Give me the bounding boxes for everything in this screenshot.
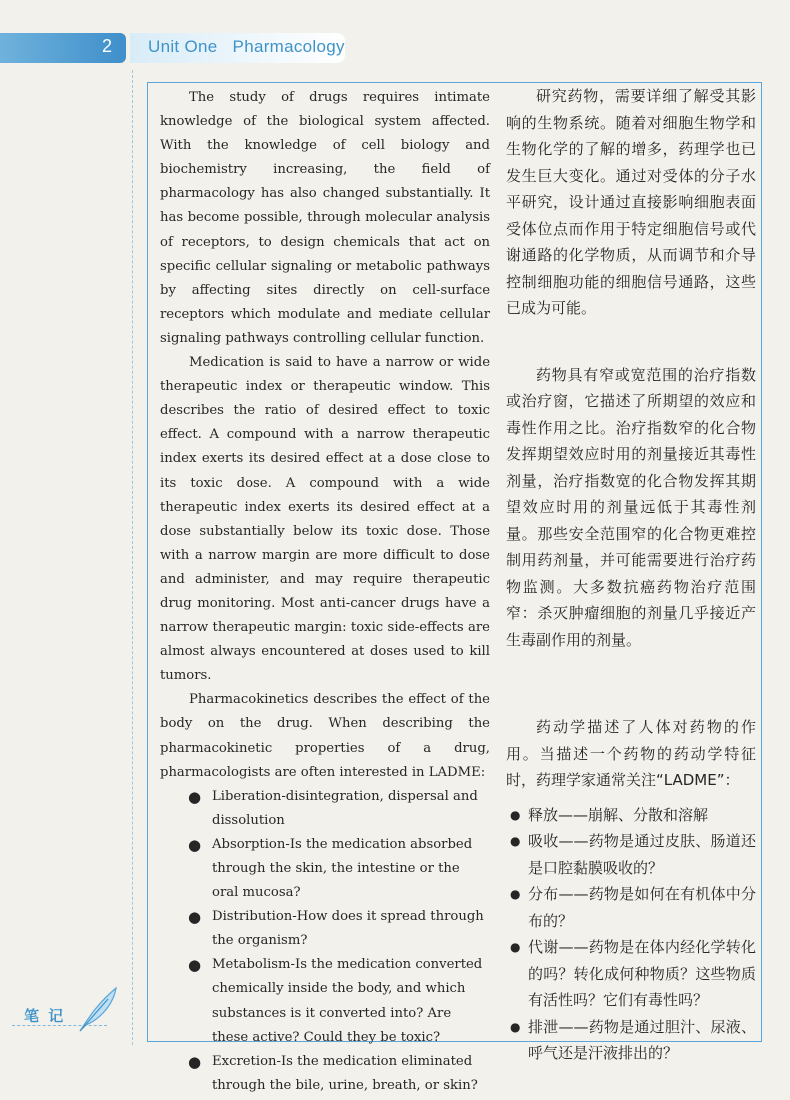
notes-sidebar bbox=[12, 985, 122, 1045]
page-header bbox=[0, 33, 345, 63]
chinese-column bbox=[506, 83, 756, 1067]
bullet-icon: ● bbox=[188, 1052, 202, 1071]
page-number: 2 bbox=[102, 36, 113, 56]
list-item bbox=[160, 905, 490, 953]
bullet-icon: ● bbox=[510, 834, 521, 848]
bullet-icon: ● bbox=[510, 807, 521, 822]
margin-divider bbox=[132, 70, 133, 1045]
english-paragraph-2: Medication is said to have a narrow or wide therapeutic index or therapeutic window. This describes the ratio of desired effect to toxic effect. A compound with a narrow therapeutic index exerts its desired effect at a dose close to its toxic dose. A compound with a wide therapeutic index exerts its desired effect at a dose substantially below its toxic dose. Those with a narrow margin are more difficult to dose and administer, and may require therapeutic drug monitoring. Most anti-cancer drugs have a narrow therapeutic margin: toxic side-effects are almost always encountered at doses used to kill tumors. bbox=[160, 355, 490, 684]
list-item bbox=[160, 785, 490, 833]
unit-title: Unit One Pharmacology bbox=[148, 37, 345, 56]
unit-title-tab bbox=[130, 33, 345, 63]
list-item bbox=[160, 833, 490, 905]
list-item bbox=[160, 953, 490, 1049]
list-item bbox=[506, 1014, 756, 1067]
list-item bbox=[506, 934, 756, 1014]
bullet-icon: ● bbox=[188, 835, 202, 854]
bullet-icon: ● bbox=[510, 940, 521, 954]
list-item bbox=[506, 828, 756, 881]
bullet-icon: ● bbox=[510, 1019, 521, 1034]
chinese-paragraph-3: 药动学描述了人体对药物的作用。当描述一个药物的药动学特征时，药理学家通常关注“LADME”： bbox=[506, 718, 756, 789]
english-column bbox=[160, 86, 490, 1098]
bullet-icon: ● bbox=[188, 956, 202, 975]
list-item-text: Excretion-Is the medication eliminated through the bile, urine, breath, or skin? bbox=[212, 1053, 478, 1093]
list-item-text: Distribution-How does it spread through the organism? bbox=[212, 909, 484, 949]
list-item-text: 释放——崩解、分散和溶解 bbox=[528, 805, 709, 824]
page-number-tab bbox=[0, 33, 126, 63]
bullet-icon: ● bbox=[188, 787, 202, 806]
feather-icon bbox=[74, 985, 122, 1033]
bullet-icon: ● bbox=[188, 908, 202, 927]
chinese-ladme-list bbox=[506, 802, 756, 1067]
list-item bbox=[506, 881, 756, 934]
notes-label: 笔 记 bbox=[24, 1007, 66, 1025]
english-paragraph-1: The study of drugs requires intimate knowledge of the biological system affected. With the knowledge of cell biology and biochemistry increasing, the field of pharmacology has also changed substantially. It has become possible, through molecular analysis of receptors, to design chemicals that act on specific cellular signaling or metabolic pathways by affecting sites directly on cell-surface receptors which modulate and mediate cellular signaling pathways controlling cellular function. bbox=[160, 90, 490, 346]
list-item-text: Metabolism-Is the medication converted chemically inside the body, and which substances is it converted into? Are these active? Could they be toxic? bbox=[212, 957, 483, 1045]
chinese-paragraph-1: 研究药物，需要详细了解受其影响的生物系统。随着对细胞生物学和生物化学的了解的增多，药理学也已发生巨大变化。通过对受体的分子水平研究，设计通过直接影响细胞表面受体位点而作用于特定细胞信号或代谢通路的化学物质，从而调节和介导控制细胞功能的细胞信号通路，这些已成为可能。 bbox=[506, 87, 756, 317]
english-paragraph-3: Pharmacokinetics describes the effect of the body on the drug. When describing the pharmacokinetic properties of a drug, pharmacologists are often interested in LADME: bbox=[160, 692, 490, 780]
list-item bbox=[506, 802, 756, 829]
bullet-icon: ● bbox=[510, 887, 521, 901]
list-item-text: 代谢——药物是在体内经化学转化的吗？转化成何种物质？这些物质有活性吗？它们有毒性吗？ bbox=[528, 938, 756, 1009]
list-item-text: 排泄——药物是通过胆汁、尿液、呼气还是汗液排出的？ bbox=[528, 1017, 756, 1062]
list-item-text: 分布——药物是如何在有机体中分布的？ bbox=[528, 885, 756, 930]
chinese-paragraph-2: 药物具有窄或宽范围的治疗指数或治疗窗，它描述了所期望的效应和毒性作用之比。治疗指数窄的化合物发挥期望效应时用的剂量接近其毒性剂量，治疗指数宽的化合物发挥其期望效应时用的剂量远低于其毒性剂量。那些安全范围窄的化合物更难控制用药剂量，并可能需要进行治疗药物监测。大多数抗癌药物治疗范围窄：杀灭肿瘤细胞的剂量几乎接近产生毒副作用的剂量。 bbox=[506, 365, 756, 649]
list-item-text: Absorption-Is the medication absorbed through the skin, the intestine or the oral mucosa? bbox=[212, 836, 473, 901]
english-ladme-list bbox=[160, 785, 490, 1098]
list-item-text: 吸收——药物是通过皮肤、肠道还是口腔黏膜吸收的？ bbox=[528, 832, 756, 877]
list-item-text: Liberation-disintegration, dispersal and dissolution bbox=[212, 788, 478, 828]
list-item bbox=[160, 1050, 490, 1098]
